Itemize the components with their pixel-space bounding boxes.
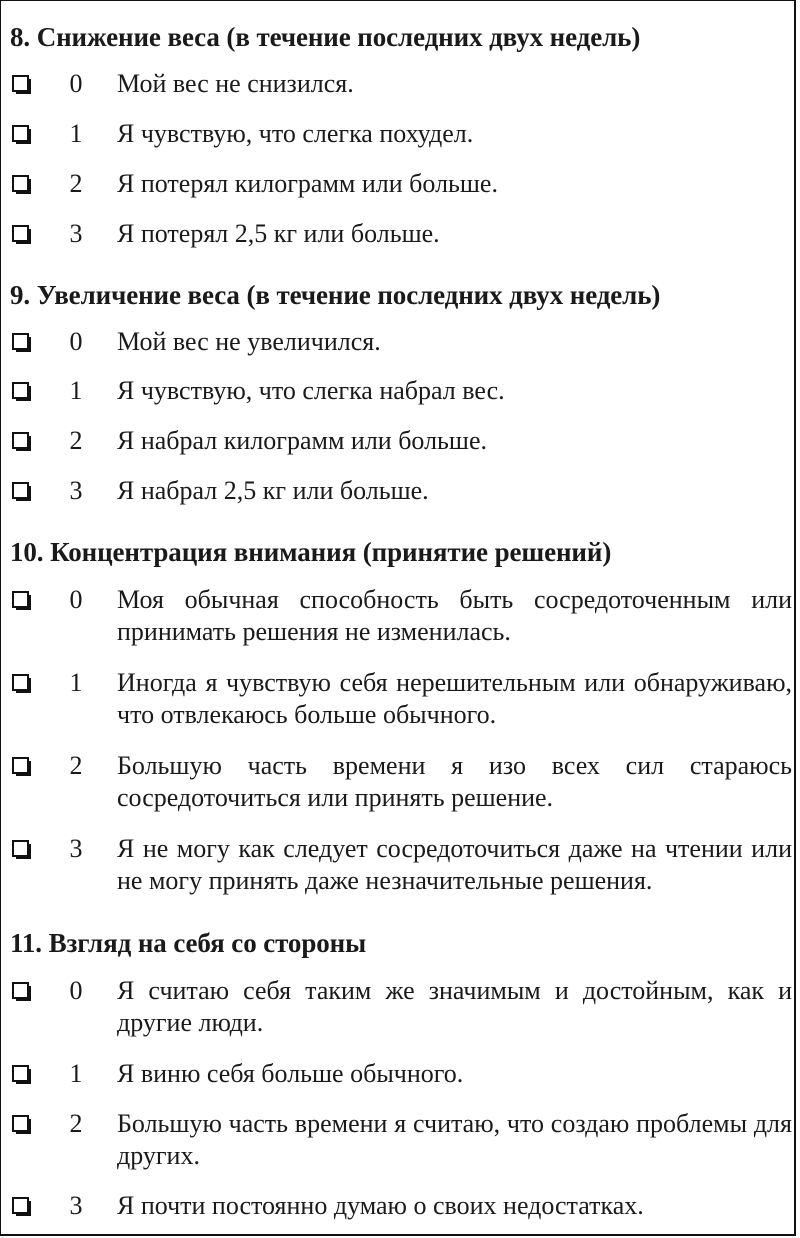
option-number: 1: [69, 376, 83, 405]
option-number: 0: [69, 585, 83, 614]
option-text: Мой вес не увеличился.: [117, 327, 381, 356]
section-heading-9: 9. Увеличение веса (в течение последних двух недель): [10, 280, 661, 310]
option-number: 2: [69, 426, 83, 455]
checkbox[interactable]: [12, 432, 29, 449]
option-number: 2: [69, 1109, 83, 1138]
option-text: Я чувствую, что слегка похудел.: [117, 119, 474, 148]
checkbox[interactable]: [12, 674, 29, 691]
option-number: 3: [69, 476, 83, 505]
checkbox[interactable]: [12, 1065, 29, 1082]
checkbox[interactable]: [12, 591, 29, 608]
option-number: 2: [69, 751, 83, 780]
option-text: Иногда я чувствую себя нерешительным или обнаруживаю, что отвлекаюсь больше обычного.: [117, 668, 792, 729]
option-number: 1: [69, 668, 83, 697]
checkbox[interactable]: [12, 382, 29, 399]
option-text: Мой вес не снизился.: [117, 69, 354, 98]
option-text: Я считаю себя таким же значимым и достойным, как и другие люди.: [117, 976, 792, 1037]
option-number: 1: [69, 119, 83, 148]
option-text: Я набрал килограмм или больше.: [117, 426, 487, 455]
option-text: Я потерял килограмм или больше.: [117, 169, 498, 198]
section-heading-8: 8. Снижение веса (в течение последних двух недель): [10, 22, 641, 52]
option-text: Я виню себя больше обычного.: [117, 1059, 464, 1088]
option-number: 1: [69, 1059, 83, 1088]
option-text: Я набрал 2,5 кг или больше.: [117, 476, 429, 505]
checkbox[interactable]: [12, 175, 29, 192]
section-heading-10: 10. Концентрация внимания (принятие решений): [10, 537, 612, 567]
option-number: 0: [69, 69, 83, 98]
checkbox[interactable]: [12, 1197, 29, 1214]
option-number: 0: [69, 327, 83, 356]
option-text: Я не могу как следует сосредоточиться даже на чтении или не могу принять даже незначительные решения.: [117, 834, 792, 895]
option-text: Большую часть времени я считаю, что создаю проблемы для других.: [117, 1109, 792, 1170]
option-number: 2: [69, 169, 83, 198]
checkbox[interactable]: [12, 840, 29, 857]
option-text: Я чувствую, что слегка набрал вес.: [117, 376, 505, 405]
checkbox[interactable]: [12, 125, 29, 142]
checkbox[interactable]: [12, 333, 29, 350]
checkbox[interactable]: [12, 482, 29, 499]
option-number: 3: [69, 219, 83, 248]
section-heading-11: 11. Взгляд на себя со стороны: [10, 928, 367, 958]
checkbox[interactable]: [12, 982, 29, 999]
option-number: 0: [69, 976, 83, 1005]
option-text: Моя обычная способность быть сосредоточенным или принимать решения не изменилась.: [117, 585, 792, 646]
option-text: Я потерял 2,5 кг или больше.: [117, 219, 440, 248]
checkbox[interactable]: [12, 1115, 29, 1132]
option-text: Я почти постоянно думаю о своих недостатках.: [117, 1191, 644, 1220]
option-number: 3: [69, 834, 83, 863]
checkbox[interactable]: [12, 757, 29, 774]
option-number: 3: [69, 1191, 83, 1220]
option-text: Большую часть времени я изо всех сил стараюсь сосредоточиться или принять решение.: [117, 751, 792, 812]
checkbox[interactable]: [12, 225, 29, 242]
checkbox[interactable]: [12, 75, 29, 92]
